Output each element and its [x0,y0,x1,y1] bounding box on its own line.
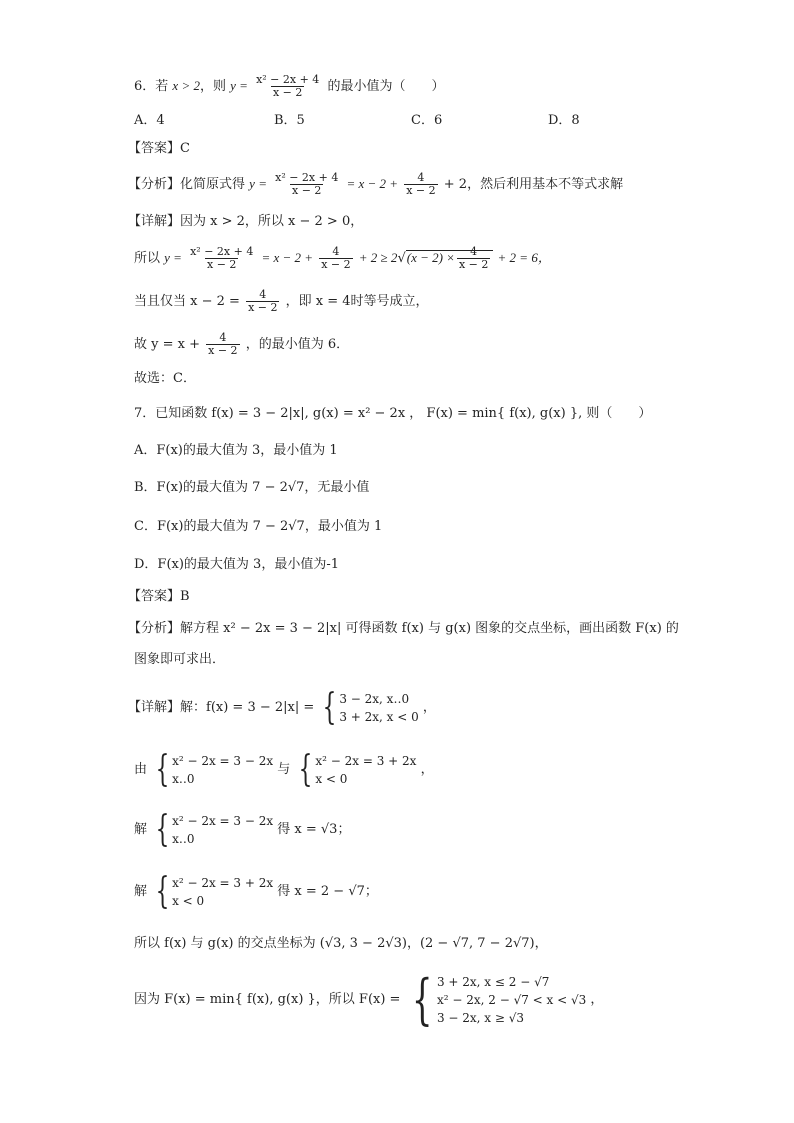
q6-line4-frac-num: 4 [259,288,267,301]
q6-option-b: B．5 [274,113,305,128]
q7-by-prefix: 由 [134,762,148,777]
q7-detail-case-list [339,690,418,726]
q6-frac-den: x − 2 [272,86,303,99]
q6-line4-suffix: ，即 x = 4时等号成立， [285,294,429,309]
q6-line3-sqrt [406,245,494,271]
q7-solve1-a: x² − 2x = 3 − 2x [172,813,274,828]
q6-line3-end: + 2 = 6， [497,250,551,265]
q6-y-eq: y = [230,78,248,93]
q7-analysis-text2: 图象即可求出． [134,652,226,667]
q7-solve2-b: x < 0 [172,893,205,908]
q7-final-suffix: ， [590,992,604,1007]
q7-intersect: 所以 f(x) 与 g(x) 的交点坐标为 (√3, 3 − 2√3)，(2 − √7, 7 − 2√7)， [134,936,548,951]
q7-answer: 【答案】B [128,589,190,604]
q7-detail-case2: 3 + 2x, x < 0 [339,709,419,724]
q6-answer: 【答案】C [128,141,190,156]
q6-line3-frac1-den: x − 2 [207,258,237,271]
left-brace-icon: { [155,808,170,850]
q7-solve1 [134,810,350,850]
q6-line5-frac-num: 4 [219,331,227,344]
q7-by-case1a: x² − 2x = 3 − 2x [172,753,274,768]
q6-detail-text: 因为 x > 2，所以 x − 2 > 0， [180,214,364,229]
q6-fraction [254,74,321,99]
q7-solve2-prefix: 解 [134,884,148,899]
q6-line3-frac3 [457,246,490,271]
q7-by-case1-list [172,752,273,788]
q7-stem: 7．已知函数 f(x) = 3 − 2|x|, g(x) = x² − 2x ， F(x) = min{ f(x), g(x) }, 则（ ） [134,406,652,421]
q7-by-case2a: x² − 2x = 3 + 2x [315,753,417,768]
q6-analysis-frac1-num: x² − 2x + 4 [275,171,339,184]
q6-stem-prefix: 6．若 [134,79,169,94]
q6-line3-frac3-num: 4 [470,245,478,258]
q7-by-case2-list [315,752,416,788]
q7-final-case-list [437,973,586,1027]
q6-line3-frac1-num: x² − 2x + 4 [190,245,254,258]
q6-line3-frac2 [319,246,352,271]
q7-solve1-prefix: 解 [134,822,148,837]
q7-option-d: D．F(x)的最大值为 3，最小值为-1 [134,557,339,572]
q6-line3-mid: = x − 2 + [261,250,314,265]
q7-by-case1b: x‥0 [172,771,195,786]
q6-line4-frac [246,289,279,314]
q6-analysis [128,172,623,197]
q6-line3-sqrt-text: (x − 2) × [406,250,455,265]
q7-solve2-a: x² − 2x = 3 + 2x [172,875,274,890]
left-brace-icon: { [323,686,337,728]
q7-detail-case1: 3 − 2x, x‥0 [339,691,410,706]
q6-line4-frac-den: x − 2 [248,301,278,314]
sqrt-symbol-icon: √ [397,251,406,266]
q7-solve2 [134,872,378,912]
q6-detail [128,213,363,231]
q6-line3-y: y = [164,250,182,265]
q7-by-cases1 [151,748,274,790]
q7-final [134,967,604,1031]
q6-analysis-frac2-num: 4 [417,171,425,184]
q6-frac-num: x² − 2x + 4 [256,73,320,86]
q6-line3 [134,246,551,271]
q6-choice: 故选：C． [134,371,196,386]
q6-line3-prefix: 所以 [134,251,161,266]
left-brace-icon: { [411,967,433,1031]
q6-analysis-frac2 [404,172,437,197]
q6-analysis-text1: 化简原式得 [180,177,246,192]
q7-by-case2b: x < 0 [315,771,348,786]
q7-solve1-suffix: 得 x = √3； [277,822,351,837]
q7-option-a: A．F(x)的最大值为 3，最小值为 1 [134,443,338,458]
left-brace-icon: { [155,748,170,790]
q6-line5-frac [206,332,239,357]
q6-line4-prefix: 当且仅当 x − 2 = [134,294,240,309]
q6-option-d: D．8 [548,113,580,128]
q7-detail-prefix: 解：f(x) = 3 − 2|x| = [180,700,315,715]
q6-stem-suffix: 的最小值为（ ） [327,79,445,94]
q7-detail-label: 【详解】 [128,700,181,715]
q6-analysis-frac2-den: x − 2 [406,184,436,197]
q6-line3-frac3-den: x − 2 [458,258,489,271]
q7-solve2-cases [151,870,274,912]
q6-analysis-label: 【分析】 [128,177,181,192]
q6-stem-mid: ，则 [199,79,226,94]
q6-line3-frac2-den: x − 2 [321,258,351,271]
q7-analysis-label: 【分析】 [128,621,181,636]
q6-line5-frac-den: x − 2 [208,344,238,357]
q7-by [134,750,434,790]
q7-detail-cases [318,686,419,728]
q7-analysis-text1: 解方程 x² − 2x = 3 − 2|x| 可得函数 f(x) 与 g(x) 图象的交点坐标，画出函数 F(x) 的 [180,621,679,636]
q7-final-case1: 3 + 2x, x ≤ 2 − √7 [436,974,550,989]
q7-final-case3: 3 − 2x, x ≥ √3 [436,1010,525,1025]
q6-analysis-frac1 [273,172,340,197]
q6-stem [134,74,444,99]
q7-final-cases [405,967,587,1031]
q6-condition: x > 2 [172,78,200,93]
q6-line3-frac2-num: 4 [332,245,340,258]
q6-line3-geq: + 2 ≥ 2 [358,250,398,265]
q7-analysis-line1 [128,620,679,638]
q7-solve1-cases [151,808,274,850]
q6-option-c: C．6 [411,113,443,128]
q7-solve1-case-list [172,812,273,848]
q6-analysis-frac1-den: x − 2 [292,184,322,197]
q6-option-a: A．4 [134,113,165,128]
left-brace-icon: { [299,748,313,790]
q6-line5-suffix: ，的最小值为 6． [245,337,350,352]
q6-analysis-y: y = [249,176,267,191]
q7-solve1-b: x‥0 [172,831,195,846]
q7-by-mid: 与 [277,762,291,777]
q7-solve2-case-list [172,874,273,910]
q6-line4 [134,289,429,314]
q6-line5-prefix: 故 y = x + [134,337,200,352]
q7-option-c: C．F(x)的最大值为 7 − 2√7，最小值为 1 [134,519,383,534]
q7-by-suffix: ， [420,762,434,777]
q7-final-case2: x² − 2x, 2 − √7 < x < √3 [436,992,587,1007]
q7-solve2-suffix: 得 x = 2 − √7； [277,884,378,899]
q7-final-prefix: 因为 F(x) = min{ f(x), g(x) }，所以 F(x) = [134,992,401,1007]
q6-analysis-text2: + 2，然后利用基本不等式求解 [443,177,624,192]
left-brace-icon: { [155,870,170,912]
q6-line3-frac1 [188,246,255,271]
q6-line5 [134,332,349,357]
q6-detail-label: 【详解】 [128,214,181,229]
q7-by-cases2 [294,748,417,790]
q7-option-b: B．F(x)的最大值为 7 − 2√7，无最小值 [134,480,370,495]
q7-detail-suffix: ， [422,700,436,715]
q7-detail [128,688,436,728]
q6-analysis-expr: = x − 2 + [346,176,399,191]
